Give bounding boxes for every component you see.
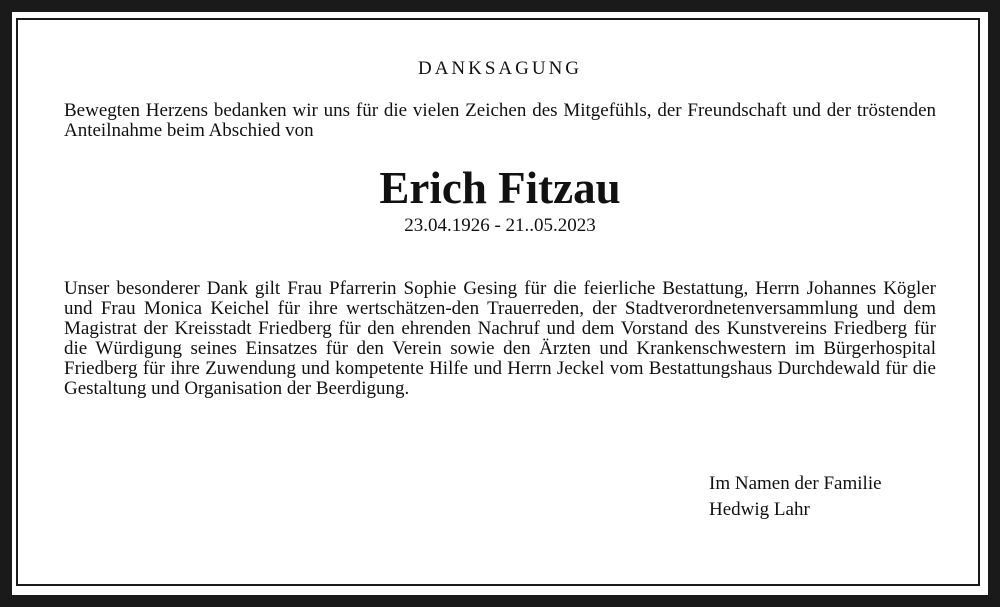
signature-line-family: Im Namen der Familie [709,473,882,494]
intro-paragraph: Bewegten Herzens bedanken wir uns für die vielen Zeichen des Mitgefühls, der Freundschaft und der tröstenden Anteilnahme beim Abschied von [64,100,936,141]
notice-heading: DANKSAGUNG [417,58,583,79]
thanks-paragraph: Unser besonderer Dank gilt Frau Pfarrerin Sophie Gesing für die feierliche Bestattung, Herrn Johannes Kögler und Frau Monica Keichel für ihre wertschätzen-den Trauerreden, der Stadtverordnetenversammlung und dem Magistrat der Kreisstadt Friedberg für den ehrenden Nachruf und dem Vorstand des Kunstvereins Friedberg für die Würdigung seines Einsatzes für den Verein sowie den Ärzten und Krankenschwestern im Bürgerhospital Friedberg für ihre Zuwendung und kompetente Hilfe und Herrn Jeckel vom Bestattungshaus Durchdewald für die Gestaltung und Organisation der Beerdigung. [64,278,936,399]
signature-block [709,471,882,523]
signature-line-name: Hedwig Lahr [709,499,810,520]
deceased-name: Erich Fitzau [379,163,621,213]
obituary-notice [12,12,988,595]
life-dates: 23.04.1926 - 21..05.2023 [404,215,596,236]
